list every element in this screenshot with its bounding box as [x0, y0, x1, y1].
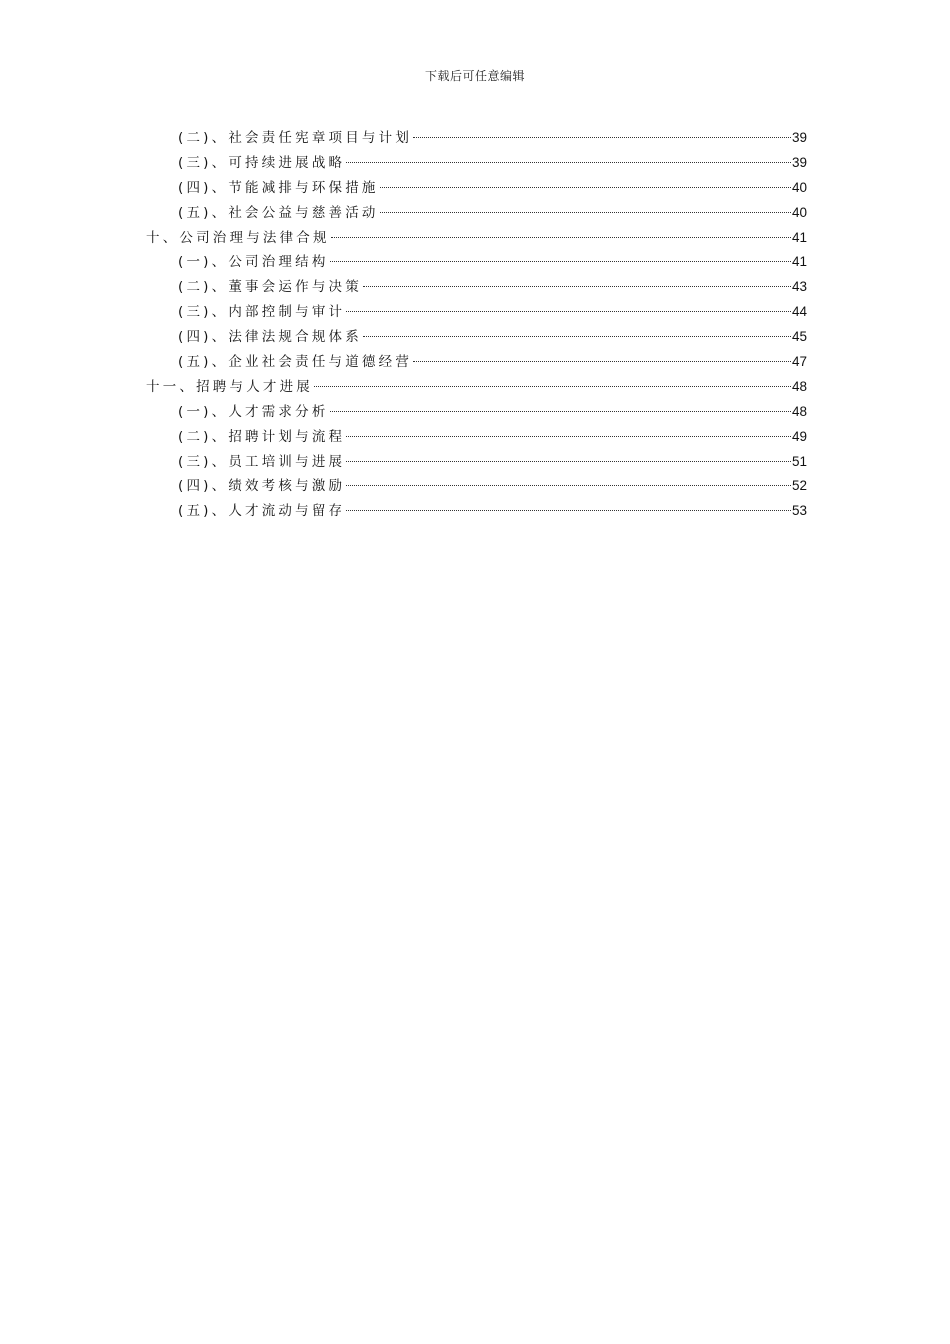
toc-section-entry[interactable]: [146, 425, 807, 450]
toc-section-entry[interactable]: [146, 250, 807, 275]
page-header: 下载后可任意编辑: [424, 69, 525, 83]
toc-entry-title: (三)、可持续进展战略: [178, 154, 346, 171]
toc-page-number: 47: [791, 354, 807, 370]
toc-section-entry[interactable]: [146, 400, 807, 425]
toc-entry-title: (二)、招聘计划与流程: [178, 428, 346, 445]
toc-entry-title: (五)、人才流动与留存: [178, 503, 346, 520]
toc-page-number: 51: [791, 453, 807, 469]
toc-entry-title: (三)、员工培训与进展: [178, 453, 346, 470]
toc-dot-leader: [331, 237, 791, 238]
toc-dot-leader: [380, 212, 791, 213]
toc-chapter-entry[interactable]: [146, 375, 807, 400]
toc-dot-leader: [346, 162, 791, 163]
toc-page-number: 41: [791, 254, 807, 270]
toc-dot-leader: [380, 187, 791, 188]
toc-page-number: 49: [791, 428, 807, 444]
toc-dot-leader: [330, 411, 791, 412]
toc-dot-leader: [314, 386, 791, 387]
toc-page-number: 41: [791, 229, 807, 245]
toc-dot-leader: [413, 361, 791, 362]
toc-page-number: 52: [791, 478, 807, 494]
toc-page-number: 53: [791, 503, 807, 519]
table-of-contents: [146, 126, 807, 524]
toc-entry-title: (二)、董事会运作与决策: [178, 279, 362, 296]
toc-entry-title: (三)、内部控制与审计: [178, 304, 346, 321]
toc-section-entry[interactable]: [146, 474, 807, 499]
toc-section-entry[interactable]: [146, 176, 807, 201]
toc-dot-leader: [346, 510, 791, 511]
toc-section-entry[interactable]: [146, 300, 807, 325]
toc-dot-leader: [346, 485, 791, 486]
toc-section-entry[interactable]: [146, 126, 807, 151]
toc-entry-title: (四)、法律法规合规体系: [178, 329, 362, 346]
toc-dot-leader: [346, 436, 791, 437]
toc-page-number: 48: [791, 403, 807, 419]
toc-dot-leader: [346, 311, 791, 312]
toc-dot-leader: [363, 336, 791, 337]
toc-page-number: 45: [791, 329, 807, 345]
toc-page-number: 39: [791, 154, 807, 170]
toc-page-number: 39: [791, 130, 807, 145]
toc-entry-title: (五)、企业社会责任与道德经营: [178, 354, 413, 371]
toc-dot-leader: [363, 286, 791, 287]
toc-entry-title: (五)、社会公益与慈善活动: [178, 204, 379, 221]
toc-chapter-entry[interactable]: [146, 226, 807, 251]
toc-entry-title: (二)、社会责任宪章项目与计划: [178, 130, 413, 146]
toc-section-entry[interactable]: [146, 201, 807, 226]
toc-section-entry[interactable]: [146, 325, 807, 350]
toc-entry-title: (四)、绩效考核与激励: [178, 478, 346, 495]
toc-section-entry[interactable]: [146, 350, 807, 375]
toc-entry-title: (一)、人才需求分析: [178, 403, 329, 420]
toc-dot-leader: [346, 461, 791, 462]
toc-entry-title: 十、公司治理与法律合规: [146, 229, 330, 246]
toc-section-entry[interactable]: [146, 275, 807, 300]
toc-page-number: 40: [791, 179, 807, 195]
toc-page-number: 44: [791, 304, 807, 320]
toc-page-number: 48: [791, 378, 807, 394]
toc-entry-title: (一)、公司治理结构: [178, 254, 329, 271]
toc-page-number: 43: [791, 279, 807, 295]
toc-section-entry[interactable]: [146, 450, 807, 475]
toc-section-entry[interactable]: [146, 151, 807, 176]
toc-entry-title: (四)、节能减排与环保措施: [178, 179, 379, 196]
toc-dot-leader: [413, 137, 791, 138]
toc-page-number: 40: [791, 204, 807, 220]
toc-section-entry[interactable]: [146, 499, 807, 524]
toc-entry-title: 十一、招聘与人才进展: [146, 378, 313, 395]
toc-dot-leader: [330, 261, 791, 262]
